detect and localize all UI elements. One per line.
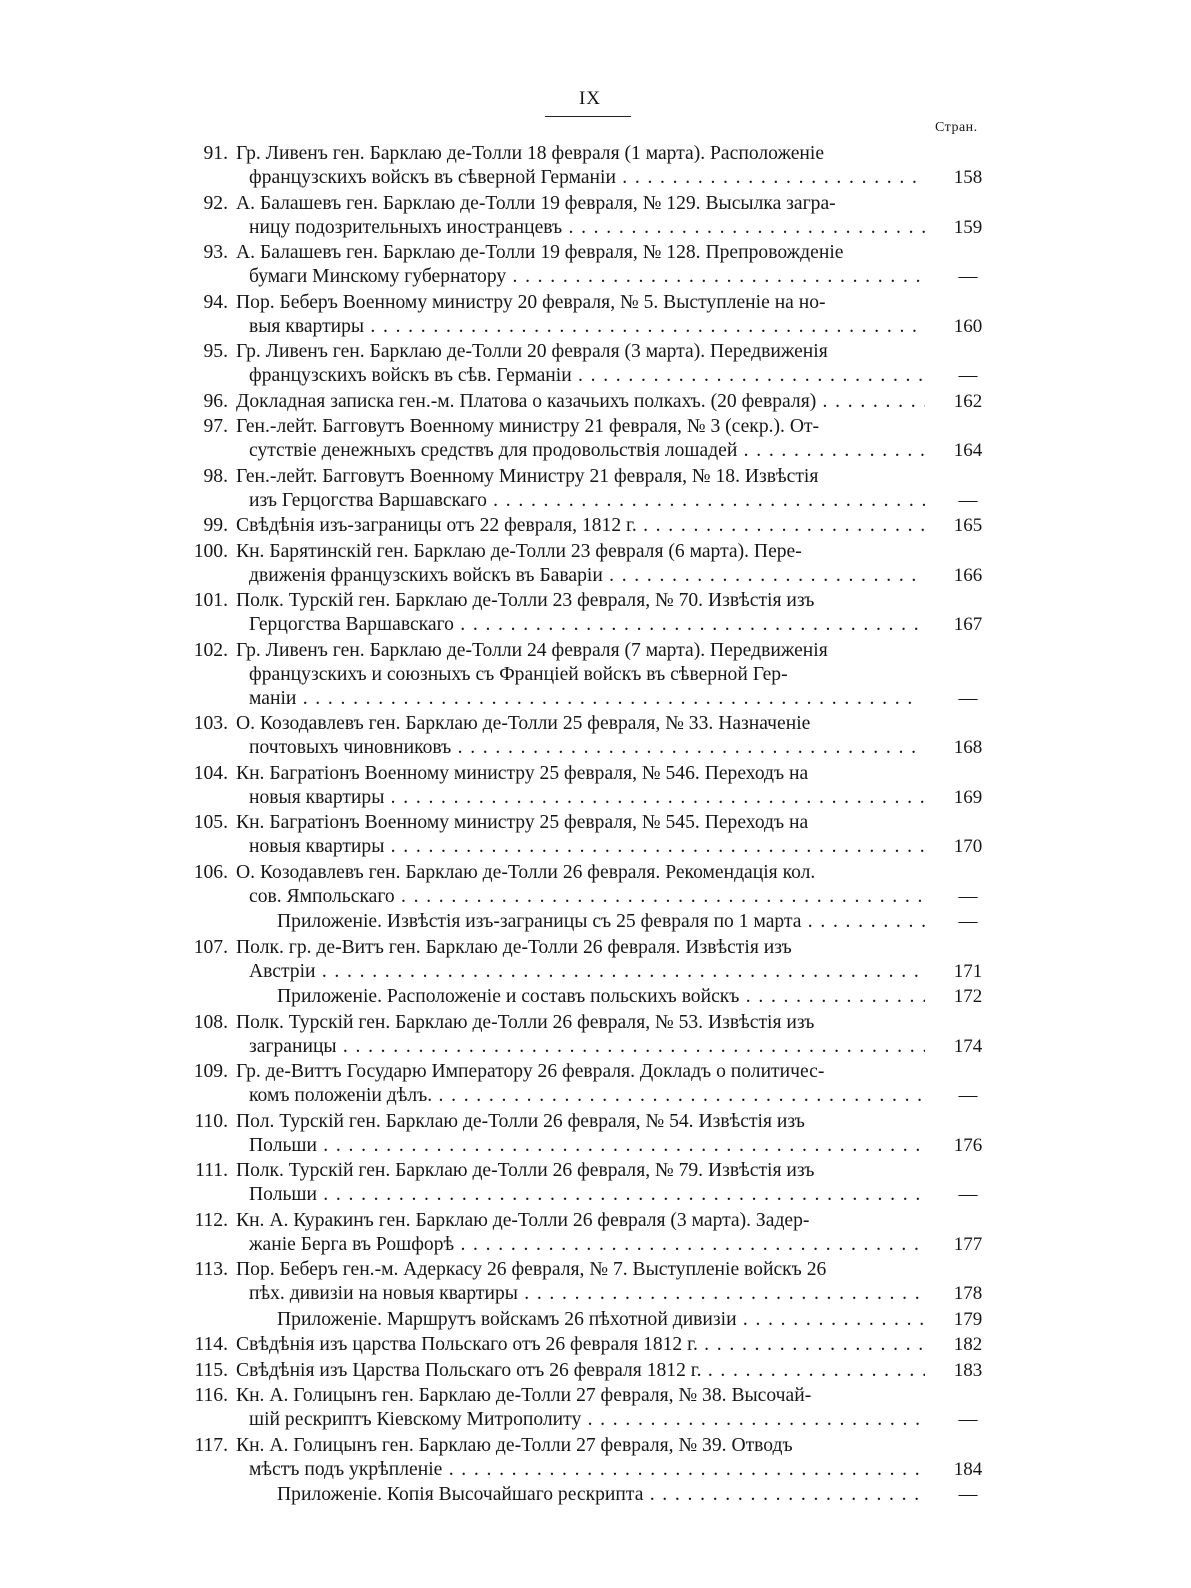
entry-title: Приложеніе. Копія Высочайшаго рескрипта . . . — [277, 1483, 925, 1507]
entry-title: изъ Герцогства Варшавскаго . . . — [249, 489, 925, 513]
entry-number: 103. — [193, 713, 228, 734]
entry-number: 109. — [193, 1061, 228, 1082]
page-number: IX — [578, 88, 602, 109]
entry-title: Свѣдѣнія изъ-заграницы отъ 22 февраля, 1812 г. . . . — [236, 514, 925, 538]
entry-page: — — [958, 266, 978, 287]
entry-number: 108. — [193, 1011, 228, 1033]
entry-title: новыя квартиры . . . — [249, 835, 925, 859]
entry-number: 116. — [194, 1385, 228, 1406]
entry-title: мѣстъ подъ укрѣпленіе . . . — [249, 1458, 925, 1482]
entry-title: жаніе Берга въ Рошфорѣ . . . — [249, 1233, 925, 1257]
entry-line — [0, 415, 1191, 439]
entry-line — [0, 315, 1191, 339]
entry-title: Докладная записка ген.-м. Платова о казачьихъ полкахъ. (20 февраля) . . . — [236, 390, 925, 414]
entry-number: 111. — [195, 1160, 228, 1181]
entry-page: 169 — [953, 786, 983, 808]
entry-page: 177 — [953, 1233, 983, 1255]
entry-line — [0, 241, 1191, 265]
entry-line — [0, 1035, 1191, 1059]
entry-title: О. Козодавлевъ ген. Барклаю де-Толли 26 февраля. Рекомендація кол. — [236, 861, 816, 883]
entry-title: О. Козодавлевъ ген. Барклаю де-Толли 25 февраля, № 33. Назначеніе — [236, 713, 811, 734]
entry-page: 165 — [953, 515, 983, 536]
entry-number: 117. — [194, 1434, 228, 1456]
entry-page: — — [958, 1484, 978, 1505]
entry-title: бумаги Минскому губернатору . . . — [249, 265, 925, 289]
toc-entry — [0, 514, 1191, 538]
entry-page: 179 — [953, 1308, 983, 1330]
entry-title: Полк. Турскій ген. Барклаю де-Толли 23 февраля, № 70. Извѣстія изъ — [236, 590, 815, 611]
entry-line — [0, 663, 1191, 687]
toc-entry — [0, 1333, 1191, 1357]
entry-number: 114. — [194, 1334, 228, 1355]
toc-entry — [0, 712, 1191, 760]
entry-page: 166 — [953, 564, 983, 586]
entry-line — [0, 166, 1191, 190]
entry-line — [0, 687, 1191, 711]
toc-entry — [0, 1110, 1191, 1158]
entry-title: Приложеніе. Расположеніе и составъ польскихъ войскъ . . . — [277, 985, 925, 1009]
entry-page: — — [958, 1184, 978, 1205]
entry-title: Пор. Беберъ Военному министру 20 февраля, № 5. Выступленіе на но- — [236, 291, 826, 313]
toc-entry — [0, 291, 1191, 339]
entry-page: — — [958, 489, 978, 511]
entry-title: Гр. де-Виттъ Государю Императору 26 февраля. Докладъ о политичес- — [236, 1061, 825, 1082]
entry-title: маніи . . . — [249, 687, 925, 711]
entry-title: Польши . . . — [249, 1134, 925, 1158]
entry-number: 92. — [203, 192, 228, 214]
entry-title: Кн. А. Голицынъ ген. Барклаю де-Толли 27 февраля, № 38. Высочай- — [236, 1385, 812, 1406]
entry-title: Свѣдѣнія изъ Царства Польскаго отъ 26 февраля 1812 г. . . . — [236, 1359, 925, 1383]
entry-page: 167 — [953, 614, 983, 635]
entry-title: Кн. А. Куракинъ ген. Барклаю де-Толли 26 февраля (3 марта). Задер- — [236, 1209, 810, 1231]
entry-line — [0, 786, 1191, 810]
entry-number: 93. — [203, 242, 228, 263]
entry-title: французскихъ войскъ въ сѣверной Германіи . . . — [249, 166, 925, 190]
entry-title: движенія французскихъ войскъ въ Баваріи . . . — [249, 564, 925, 588]
toc-appendix-entry — [0, 1308, 1191, 1332]
entry-page: 171 — [953, 960, 983, 982]
entry-page: — — [958, 911, 978, 932]
toc-appendix-entry — [0, 1483, 1191, 1507]
entry-line — [0, 762, 1191, 786]
entry-line — [0, 1458, 1191, 1482]
entry-line — [0, 1308, 1191, 1332]
entry-number: 101. — [193, 590, 228, 611]
entry-line — [0, 736, 1191, 760]
entry-number: 95. — [203, 341, 228, 362]
entry-title: Гр. Ливенъ ген. Барклаю де-Толли 18 февраля (1 марта). Расположеніе — [236, 143, 825, 164]
entry-page: 172 — [953, 986, 983, 1007]
entry-title: Ген.-лейт. Багговутъ Военному министру 21 февраля, № 3 (секр.). От- — [236, 416, 820, 437]
entry-page: — — [958, 1085, 978, 1106]
entry-title: Австріи . . . — [249, 960, 925, 984]
entry-line — [0, 910, 1191, 934]
entry-line — [0, 540, 1191, 564]
entry-line — [0, 861, 1191, 885]
entry-title: Приложеніе. Извѣстія изъ-заграницы съ 25 февраля по 1 марта . . . — [277, 910, 925, 934]
entry-number: 104. — [193, 762, 228, 784]
toc-entry — [0, 1434, 1191, 1482]
entry-title: французскихъ войскъ въ сѣв. Германіи . . . — [249, 364, 925, 388]
entry-page: 170 — [953, 836, 983, 857]
toc-entry — [0, 415, 1191, 463]
toc-entry — [0, 1011, 1191, 1059]
entry-number: 91. — [203, 143, 228, 164]
toc-entry — [0, 340, 1191, 388]
entry-title: Ген.-лейт. Багговутъ Военному Министру 21 февраля, № 18. Извѣстія — [236, 465, 819, 487]
entry-page: 178 — [953, 1283, 983, 1304]
entry-line — [0, 589, 1191, 613]
toc-entry — [0, 1258, 1191, 1306]
toc-entry — [0, 192, 1191, 240]
entry-line — [0, 192, 1191, 216]
toc-appendix-entry — [0, 910, 1191, 934]
entry-line — [0, 613, 1191, 637]
entry-page: 183 — [953, 1359, 983, 1381]
toc-entry — [0, 1384, 1191, 1432]
entry-line — [0, 564, 1191, 588]
toc-appendix-entry — [0, 985, 1191, 1009]
entry-page: 162 — [953, 390, 983, 412]
entry-number: 106. — [193, 861, 228, 883]
entry-line — [0, 1084, 1191, 1108]
entry-page: — — [958, 885, 978, 907]
entry-title: сов. Ямпольскаго . . . — [249, 885, 925, 909]
toc-entry — [0, 1060, 1191, 1108]
header-rule — [545, 116, 631, 117]
entry-number: 96. — [203, 390, 228, 412]
entry-page: 164 — [953, 440, 983, 461]
entry-line — [0, 291, 1191, 315]
entry-title: французскихъ и союзныхъ съ Франціей войскъ въ сѣверной Гер- — [249, 663, 788, 685]
entry-line — [0, 514, 1191, 538]
entry-title: Пол. Турскій ген. Барклаю де-Толли 26 февраля, № 54. Извѣстія изъ — [236, 1110, 805, 1132]
toc-entry — [0, 762, 1191, 810]
entry-page: 176 — [953, 1134, 983, 1156]
entry-number: 112. — [194, 1209, 228, 1231]
entry-line — [0, 639, 1191, 663]
entry-line — [0, 1384, 1191, 1408]
toc-entry — [0, 639, 1191, 711]
entry-number: 98. — [203, 465, 228, 487]
entry-title: новыя квартиры . . . — [249, 786, 925, 810]
toc-entry — [0, 390, 1191, 414]
entry-page: 174 — [953, 1035, 983, 1057]
toc-entry — [0, 241, 1191, 289]
toc-entry — [0, 1159, 1191, 1207]
entry-title: Кн. Багратіонъ Военному министру 25 февраля, № 545. Переходъ на — [236, 812, 809, 833]
entry-line — [0, 439, 1191, 463]
entry-number: 102. — [193, 639, 228, 661]
entry-number: 97. — [203, 416, 228, 437]
entry-page: 160 — [953, 315, 983, 337]
entry-page: 159 — [953, 216, 983, 238]
entry-title: Кн. Барятинскій ген. Барклаю де-Толли 23 февраля (6 марта). Пере- — [236, 540, 802, 562]
entry-title: Герцогства Варшавскаго . . . — [249, 613, 925, 637]
entry-title: Полк. Турскій ген. Барклаю де-Толли 26 февраля, № 53. Извѣстія изъ — [236, 1011, 815, 1033]
toc-entry — [0, 936, 1191, 984]
entry-title: Гр. Ливенъ ген. Барклаю де-Толли 24 февраля (7 марта). Передвиженія — [236, 639, 828, 661]
entry-title: комъ положеніи дѣлъ. . . . — [249, 1084, 925, 1108]
entry-title: А. Балашевъ ген. Барклаю де-Толли 19 февраля, № 128. Препровожденіе — [236, 242, 844, 263]
entry-line — [0, 1159, 1191, 1183]
entry-title: Кн. А. Голицынъ ген. Барклаю де-Толли 27 февраля, № 39. Отводъ — [236, 1434, 793, 1456]
entry-page: 158 — [953, 167, 983, 188]
entry-number: 115. — [194, 1359, 228, 1381]
entry-title: А. Балашевъ ген. Барклаю де-Толли 19 февраля, № 129. Высылка загра- — [236, 192, 836, 214]
entry-line — [0, 960, 1191, 984]
entry-line — [0, 1183, 1191, 1207]
entry-line — [0, 216, 1191, 240]
entry-line — [0, 1110, 1191, 1134]
entry-title: Полк. гр. де-Витъ ген. Барклаю де-Толли 26 февраля. Извѣстія изъ — [236, 936, 792, 958]
toc-entry — [0, 1209, 1191, 1257]
entry-page: 184 — [953, 1458, 983, 1480]
entry-line — [0, 1209, 1191, 1233]
entry-line — [0, 811, 1191, 835]
entry-line — [0, 1333, 1191, 1357]
entry-line — [0, 885, 1191, 909]
entry-line — [0, 364, 1191, 388]
entry-title: Кн. Багратіонъ Военному министру 25 февраля, № 546. Переходъ на — [236, 762, 809, 784]
entry-line — [0, 465, 1191, 489]
entry-line — [0, 1011, 1191, 1035]
entry-line — [0, 1233, 1191, 1257]
entry-line — [0, 489, 1191, 513]
entry-line — [0, 1483, 1191, 1507]
entry-title: заграницы . . . — [249, 1035, 925, 1059]
entry-line — [0, 390, 1191, 414]
entry-number: 110. — [194, 1110, 228, 1132]
entry-title: шій рескриптъ Кіевскому Митрополиту . . . — [249, 1408, 925, 1432]
entry-line — [0, 1359, 1191, 1383]
entry-title: Полк. Турскій ген. Барклаю де-Толли 26 февраля, № 79. Извѣстія изъ — [236, 1160, 815, 1181]
entry-number: 94. — [203, 291, 228, 313]
entry-line — [0, 1282, 1191, 1306]
entry-title: выя квартиры . . . — [249, 315, 925, 339]
entry-line — [0, 1408, 1191, 1432]
entry-title: почтовыхъ чиновниковъ . . . — [249, 736, 925, 760]
entry-title: Свѣдѣнія изъ царства Польскаго отъ 26 февраля 1812 г. . . . — [236, 1333, 925, 1357]
entry-number: 99. — [203, 515, 228, 536]
entry-line — [0, 835, 1191, 859]
entry-line — [0, 712, 1191, 736]
toc-entry — [0, 589, 1191, 637]
entry-line — [0, 1258, 1191, 1282]
entry-line — [0, 1134, 1191, 1158]
pages-column-header: Стран. — [935, 120, 978, 135]
entry-line — [0, 340, 1191, 364]
entry-line — [0, 936, 1191, 960]
table-of-contents — [0, 142, 1191, 1509]
entry-title: ницу подозрительныхъ иностранцевъ . . . — [249, 216, 925, 240]
toc-entry — [0, 540, 1191, 588]
toc-entry — [0, 861, 1191, 909]
entry-number: 107. — [193, 936, 228, 958]
entry-title: сутствіе денежныхъ средствъ для продовольствія лошадей . . . — [249, 439, 925, 463]
entry-page: 168 — [953, 737, 983, 758]
entry-title: Пор. Беберъ ген.-м. Адеркасу 26 февраля, № 7. Выступленіе войскъ 26 — [236, 1259, 827, 1280]
entry-number: 105. — [193, 812, 228, 833]
toc-entry — [0, 1359, 1191, 1383]
entry-line — [0, 265, 1191, 289]
entry-line — [0, 1434, 1191, 1458]
toc-entry — [0, 142, 1191, 190]
entry-number: 100. — [193, 540, 228, 562]
entry-title: пѣх. дивизіи на новыя квартиры . . . — [249, 1282, 925, 1306]
entry-page: — — [958, 1409, 978, 1430]
entry-line — [0, 1060, 1191, 1084]
entry-line — [0, 985, 1191, 1009]
entry-number: 113. — [194, 1259, 228, 1280]
toc-entry — [0, 811, 1191, 859]
toc-entry — [0, 465, 1191, 513]
entry-page: 182 — [953, 1334, 983, 1355]
entry-page: — — [958, 365, 978, 386]
entry-line — [0, 142, 1191, 166]
entry-page: — — [958, 687, 978, 709]
entry-title: Польши . . . — [249, 1183, 925, 1207]
entry-title: Приложеніе. Маршрутъ войскамъ 26 пѣхотной дивизіи . . . — [277, 1308, 925, 1332]
entry-title: Гр. Ливенъ ген. Барклаю де-Толли 20 февраля (3 марта). Передвиженія — [236, 341, 828, 362]
